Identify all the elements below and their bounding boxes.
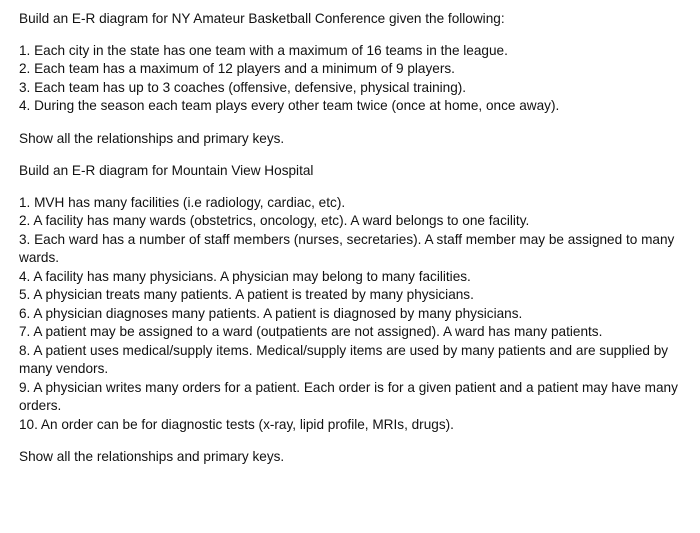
list-item: 9. A physician writes many orders for a patient. Each order is for a given patient and a patient may have many orders. — [19, 379, 678, 413]
list-item: 2. A facility has many wards (obstetrics, oncology, etc). A ward belongs to one facility. — [19, 213, 530, 228]
section-heading: Build an E-R diagram for NY Amateur Basketball Conference given the following: — [19, 11, 505, 26]
list-item: 8. A patient uses medical/supply items. Medical/supply items are used by many patients and are supplied by many vendors. — [19, 342, 669, 376]
list-item: 1. MVH has many facilities (i.e radiology, cardiac, etc). — [19, 194, 346, 210]
section-footer: Show all the relationships and primary keys. — [19, 130, 285, 146]
section-heading: Build an E-R diagram for Mountain View Hospital — [19, 163, 314, 178]
requirements-list — [19, 42, 692, 116]
list-item: 6. A physician diagnoses many patients. A patient is diagnosed by many physicians. — [19, 305, 523, 321]
section-basketball — [19, 10, 692, 148]
list-item: 4. During the season each team plays every other team twice (once at home, once away). — [19, 98, 560, 113]
list-item: 5. A physician treats many patients. A patient is treated by many physicians. — [19, 287, 474, 302]
section-footer: Show all the relationships and primary keys. — [19, 449, 285, 464]
list-item: 3. Each team has up to 3 coaches (offensive, defensive, physical training). — [19, 79, 467, 95]
list-item: 4. A facility has many physicians. A physician may belong to many facilities. — [19, 268, 471, 284]
list-item: 3. Each ward has a number of staff members (nurses, secretaries). A staff member may be assigned to many wards. — [19, 231, 675, 265]
list-item: 7. A patient may be assigned to a ward (outpatients are not assigned). A ward has many patients. — [19, 324, 603, 339]
requirements-list — [19, 194, 692, 435]
section-hospital — [19, 162, 692, 467]
list-item: 2. Each team has a maximum of 12 players and a minimum of 9 players. — [19, 61, 455, 76]
list-item: 10. An order can be for diagnostic tests (x-ray, lipid profile, MRIs, drugs). — [19, 416, 454, 432]
list-item: 1. Each city in the state has one team with a maximum of 16 teams in the league. — [19, 42, 508, 58]
